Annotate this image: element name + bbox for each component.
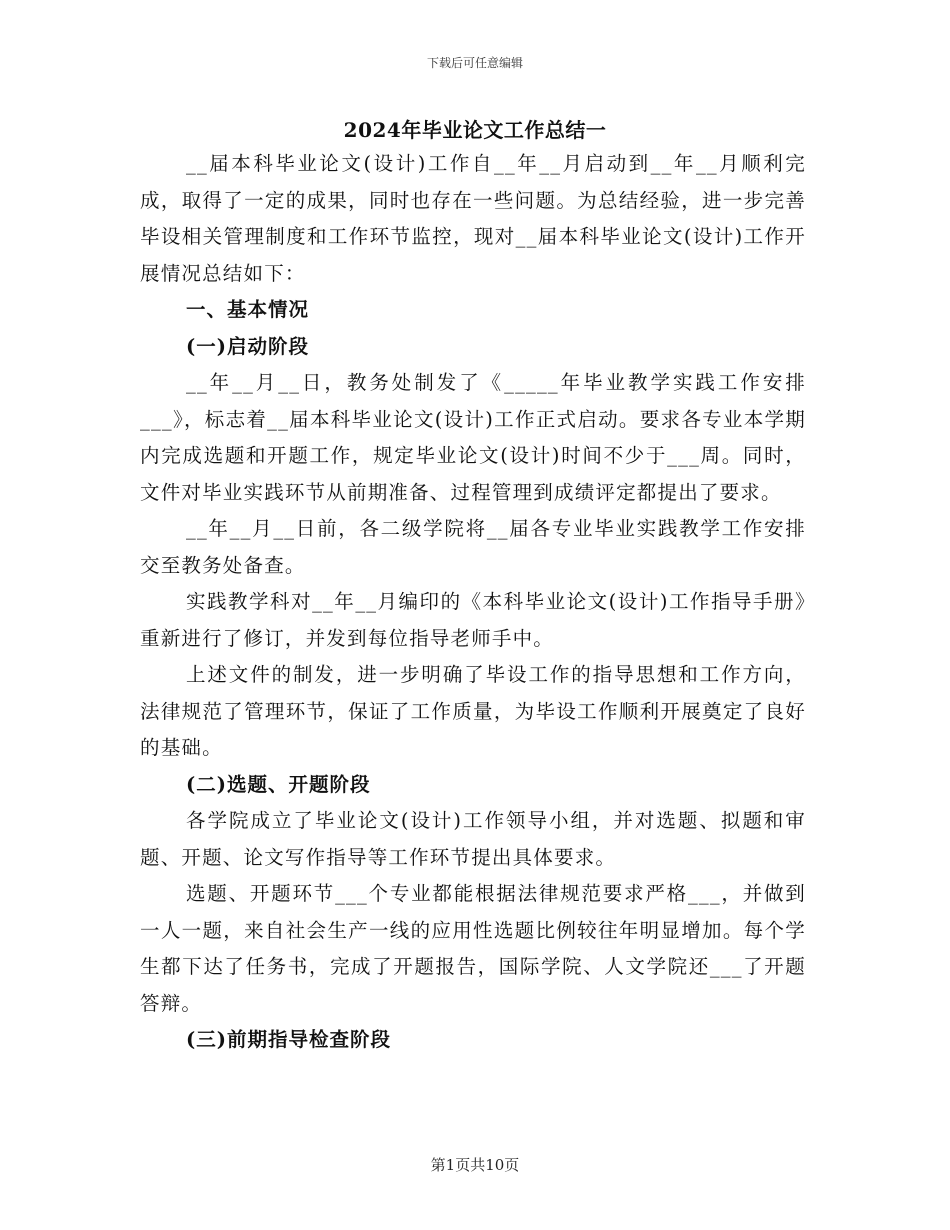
paragraph: 选题、开题环节___个专业都能根据法律规范要求严格___，并做到一人一题，来自社会生产一线的应用性选题比例较往年明显增加。每个学生都下达了任务书，完成了开题报告，国际学院、人文学院还___了开题答辩。: [140, 882, 806, 1015]
document-body: [140, 146, 806, 1059]
intro-paragraph: __届本科毕业论文(设计)工作自__年__月启动到__年__月顺利完成，取得了一定的成果，同时也存在一些问题。为总结经验，进一步完善毕设相关管理制度和工作环节监控，现对__届本科毕业论文(设计)工作开展情况总结如下：: [140, 152, 806, 285]
subsection-heading-guidance: (三)前期指导检查阶段: [186, 1028, 391, 1051]
paragraph: 实践教学科对__年__月编印的《本科毕业论文(设计)工作指导手册》重新进行了修订，并发到每位指导老师手中。: [140, 590, 806, 650]
paragraph: __年__月__日，教务处制发了《_____年毕业教学实践工作安排___》，标志着__届本科毕业论文(设计)工作正式启动。要求各专业本学期内完成选题和开题工作，规定毕业论文(设计)时间不少于___周。同时，文件对毕业实践环节从前期准备、过程管理到成绩评定都提出了要求。: [140, 371, 806, 504]
paragraph: __年__月__日前，各二级学院将__届各专业毕业实践教学工作安排交至教务处备查。: [140, 517, 806, 577]
page-number: 第1页共10页: [430, 1156, 520, 1174]
subsection-heading-launch: (一)启动阶段: [186, 334, 309, 358]
header-note: 下载后可任意编辑: [426, 56, 523, 70]
paragraph: 各学院成立了毕业论文(设计)工作领导小组，并对选题、拟题和审题、开题、论文写作指导等工作环节提出具体要求。: [140, 809, 806, 869]
document-title: 2024年毕业论文工作总结一: [343, 118, 607, 142]
subsection-heading-topic: (二)选题、开题阶段: [186, 772, 371, 796]
paragraph: 上述文件的制发，进一步明确了毕设工作的指导思想和工作方向，法律规范了管理环节，保证了工作质量，为毕设工作顺利开展奠定了良好的基础。: [140, 663, 806, 759]
section-heading-basic: 一、基本情况: [186, 298, 310, 321]
